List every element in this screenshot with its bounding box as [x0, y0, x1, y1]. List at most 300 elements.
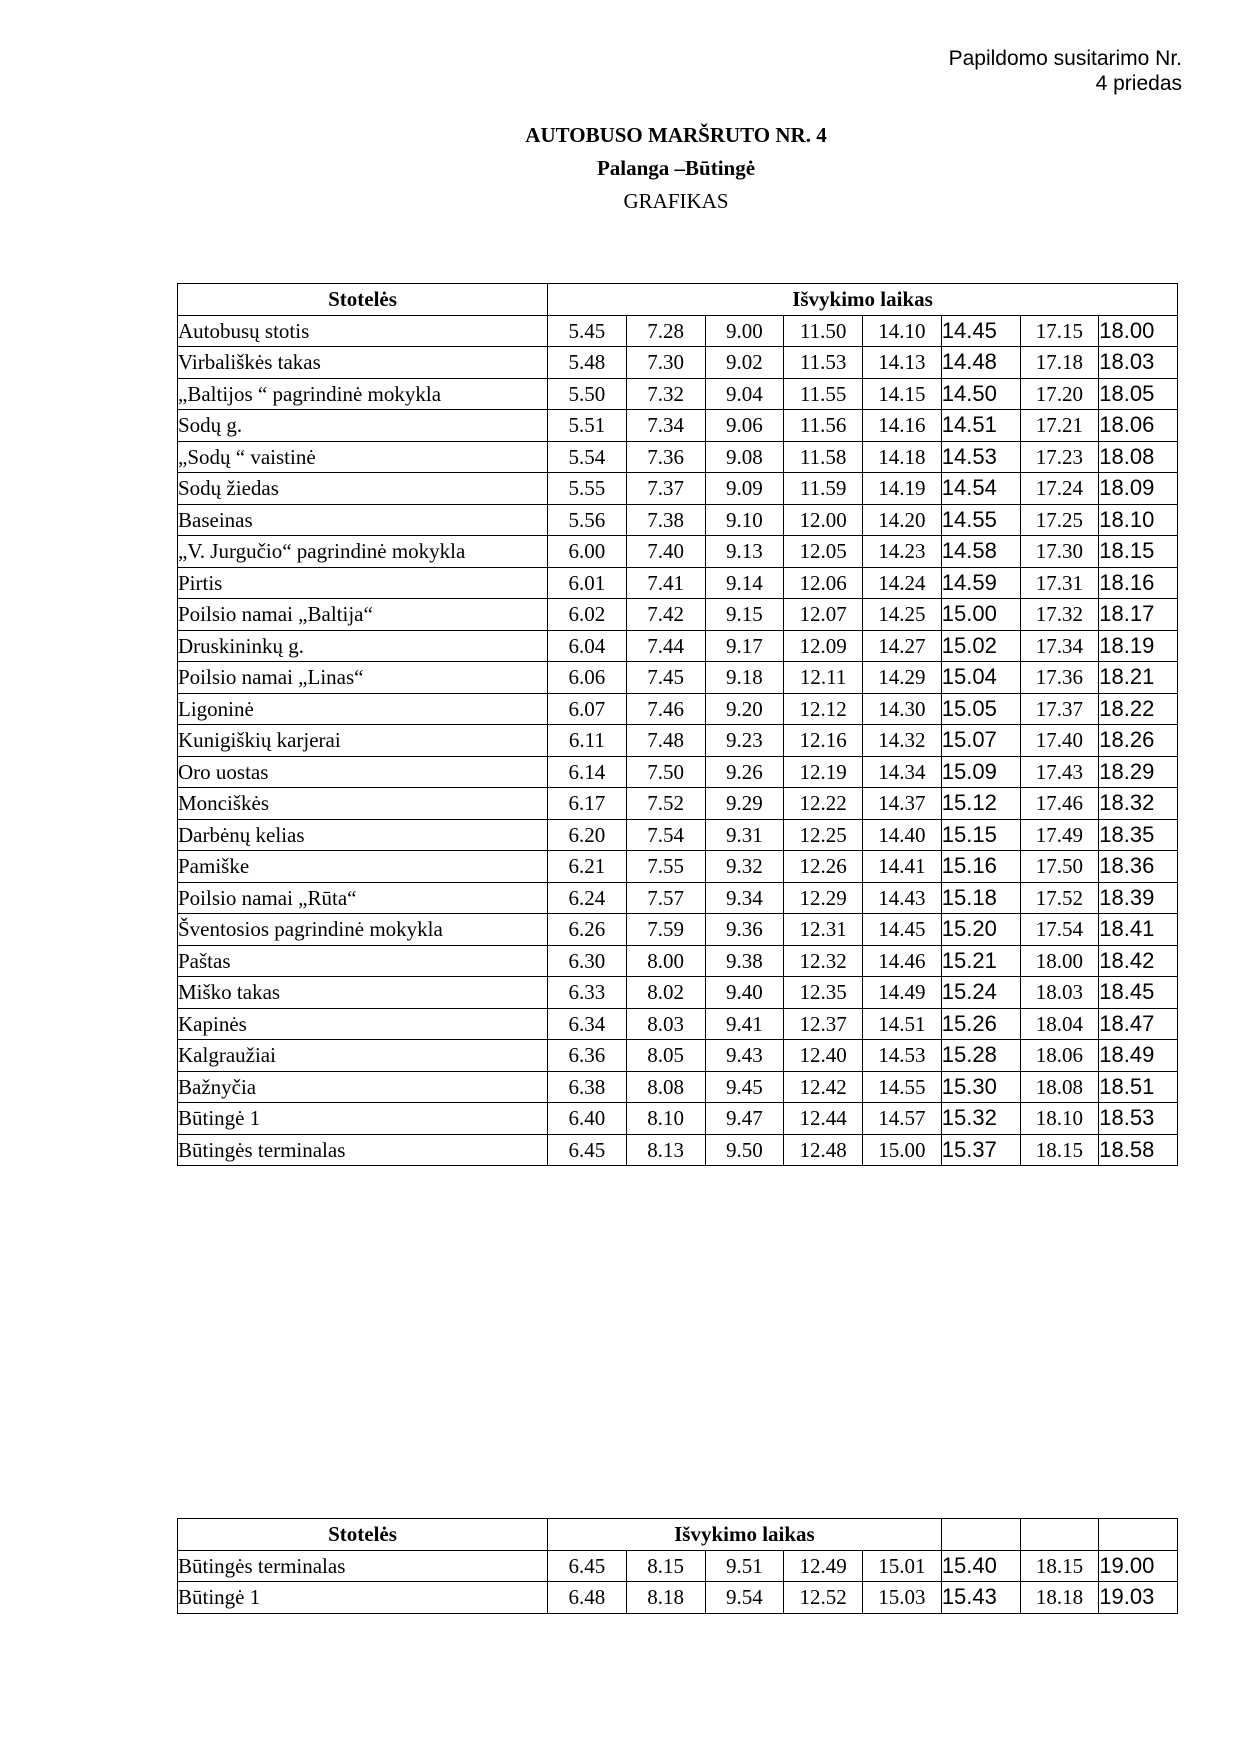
- departure-time: 14.18: [863, 441, 942, 473]
- departure-time: 14.32: [863, 725, 942, 757]
- departure-time: 6.11: [548, 725, 627, 757]
- departure-time: 18.39: [1099, 882, 1178, 914]
- departure-time: 15.00: [863, 1134, 942, 1166]
- stop-name: Poilsio namai „Linas“: [178, 662, 548, 694]
- departure-time: 15.18: [941, 882, 1020, 914]
- departure-time: 12.06: [784, 567, 863, 599]
- stop-name: Būtingės terminalas: [178, 1550, 548, 1582]
- departure-time: 18.16: [1099, 567, 1178, 599]
- annex-line-2: 4 priedas: [1095, 72, 1182, 95]
- departure-time: 11.53: [784, 347, 863, 379]
- departure-time: 14.41: [863, 851, 942, 883]
- departure-time: 8.15: [626, 1550, 705, 1582]
- departure-time: 18.15: [1099, 536, 1178, 568]
- stop-name: Bažnyčia: [178, 1071, 548, 1103]
- departure-time: 18.03: [1020, 977, 1099, 1009]
- stop-name: Oro uostas: [178, 756, 548, 788]
- departure-time: 11.55: [784, 378, 863, 410]
- departure-time: 7.42: [626, 599, 705, 631]
- departure-time: 14.34: [863, 756, 942, 788]
- departure-time: 9.23: [705, 725, 784, 757]
- table-row: [178, 315, 1178, 347]
- departure-time: 17.34: [1020, 630, 1099, 662]
- departure-time: 14.45: [941, 315, 1020, 347]
- stop-name: Kalgraužiai: [178, 1040, 548, 1072]
- departure-time: 15.24: [941, 977, 1020, 1009]
- stop-name: Paštas: [178, 945, 548, 977]
- table-row: [178, 945, 1178, 977]
- route-title: AUTOBUSO MARŠRUTO NR. 4: [525, 123, 827, 147]
- departure-time: 18.10: [1020, 1103, 1099, 1135]
- departure-time: 15.04: [941, 662, 1020, 694]
- departure-time: 9.43: [705, 1040, 784, 1072]
- departure-time: 9.47: [705, 1103, 784, 1135]
- stop-name: Autobusų stotis: [178, 315, 548, 347]
- table-row: [178, 473, 1178, 505]
- departure-time: 18.08: [1099, 441, 1178, 473]
- departure-time: 7.45: [626, 662, 705, 694]
- stop-name: Ligoninė: [178, 693, 548, 725]
- departure-time: 14.51: [863, 1008, 942, 1040]
- table-row: [178, 1550, 1178, 1582]
- departure-time: 17.20: [1020, 378, 1099, 410]
- departure-time: 17.50: [1020, 851, 1099, 883]
- departure-time: 7.37: [626, 473, 705, 505]
- departure-time: 15.12: [941, 788, 1020, 820]
- departure-time: 18.04: [1020, 1008, 1099, 1040]
- departure-time: 6.24: [548, 882, 627, 914]
- departure-time: 7.28: [626, 315, 705, 347]
- table-row: [178, 347, 1178, 379]
- departure-time: 12.25: [784, 819, 863, 851]
- departure-time: 9.02: [705, 347, 784, 379]
- departure-time: 9.36: [705, 914, 784, 946]
- departure-time: 6.17: [548, 788, 627, 820]
- stop-name: Poilsio namai „Rūta“: [178, 882, 548, 914]
- departure-time: 6.21: [548, 851, 627, 883]
- table-row: [178, 882, 1178, 914]
- departure-time: 9.06: [705, 410, 784, 442]
- stop-name: Kapinės: [178, 1008, 548, 1040]
- departure-time: 7.32: [626, 378, 705, 410]
- table-row: [178, 1582, 1178, 1614]
- departure-time: 9.45: [705, 1071, 784, 1103]
- departure-time: 14.10: [863, 315, 942, 347]
- departure-time: 14.57: [863, 1103, 942, 1135]
- departure-time: 9.20: [705, 693, 784, 725]
- departure-time: 18.00: [1099, 315, 1178, 347]
- departure-time: 7.30: [626, 347, 705, 379]
- table-row: [178, 1071, 1178, 1103]
- departure-time: 14.27: [863, 630, 942, 662]
- departure-time: 6.06: [548, 662, 627, 694]
- departure-time: 17.37: [1020, 693, 1099, 725]
- departure-time: 14.53: [941, 441, 1020, 473]
- departure-time: 9.38: [705, 945, 784, 977]
- departure-time: 7.55: [626, 851, 705, 883]
- departure-time: 15.03: [863, 1582, 942, 1614]
- departure-time: 15.15: [941, 819, 1020, 851]
- table-row: [178, 914, 1178, 946]
- table-row: [178, 410, 1178, 442]
- departure-time: 6.45: [548, 1134, 627, 1166]
- departure-time: 6.33: [548, 977, 627, 1009]
- departure-time: 9.40: [705, 977, 784, 1009]
- departure-time: 12.35: [784, 977, 863, 1009]
- stop-name: Pirtis: [178, 567, 548, 599]
- departure-time: 18.22: [1099, 693, 1178, 725]
- stop-name: „V. Jurgučio“ pagrindinė mokykla: [178, 536, 548, 568]
- departure-time: 15.01: [863, 1550, 942, 1582]
- departure-time: 17.25: [1020, 504, 1099, 536]
- departure-time: 17.31: [1020, 567, 1099, 599]
- departure-time: 9.00: [705, 315, 784, 347]
- table-row: [178, 1134, 1178, 1166]
- departure-time: 6.01: [548, 567, 627, 599]
- departure-time: 14.53: [863, 1040, 942, 1072]
- departure-time: 5.55: [548, 473, 627, 505]
- departure-time: 7.41: [626, 567, 705, 599]
- departure-time: 14.45: [863, 914, 942, 946]
- departure-time: 9.18: [705, 662, 784, 694]
- departure-time: 14.40: [863, 819, 942, 851]
- departure-time: 18.58: [1099, 1134, 1178, 1166]
- departure-time: 6.20: [548, 819, 627, 851]
- departure-time: 18.17: [1099, 599, 1178, 631]
- departure-time: 18.36: [1099, 851, 1178, 883]
- departure-time: 9.32: [705, 851, 784, 883]
- departure-time: 12.44: [784, 1103, 863, 1135]
- departure-time: 17.30: [1020, 536, 1099, 568]
- departure-time: 18.19: [1099, 630, 1178, 662]
- table-row: [178, 819, 1178, 851]
- stop-name: Būtingė 1: [178, 1582, 548, 1614]
- header-stops: Stotelės: [178, 284, 548, 316]
- departure-time: 12.49: [784, 1550, 863, 1582]
- departure-time: 14.59: [941, 567, 1020, 599]
- departure-time: 11.56: [784, 410, 863, 442]
- departure-time: 14.29: [863, 662, 942, 694]
- header-empty-cell: [1020, 1519, 1099, 1551]
- departure-time: 6.14: [548, 756, 627, 788]
- departure-time: 12.29: [784, 882, 863, 914]
- departure-time: 15.09: [941, 756, 1020, 788]
- departure-time: 9.10: [705, 504, 784, 536]
- departure-time: 14.43: [863, 882, 942, 914]
- stop-name: Būtingės terminalas: [178, 1134, 548, 1166]
- table-row: [178, 1040, 1178, 1072]
- departure-time: 8.05: [626, 1040, 705, 1072]
- departure-time: 18.15: [1020, 1550, 1099, 1582]
- departure-time: 9.13: [705, 536, 784, 568]
- table-header-row: [178, 284, 1178, 316]
- departure-time: 12.05: [784, 536, 863, 568]
- departure-time: 15.07: [941, 725, 1020, 757]
- table-row: [178, 693, 1178, 725]
- table-row: [178, 630, 1178, 662]
- stop-name: Virbališkės takas: [178, 347, 548, 379]
- departure-time: 8.00: [626, 945, 705, 977]
- table-row: [178, 851, 1178, 883]
- departure-time: 12.07: [784, 599, 863, 631]
- departure-time: 9.04: [705, 378, 784, 410]
- departure-time: 15.02: [941, 630, 1020, 662]
- table-row: [178, 378, 1178, 410]
- table-row: [178, 756, 1178, 788]
- table-row: [178, 662, 1178, 694]
- departure-time: 15.20: [941, 914, 1020, 946]
- departure-time: 18.49: [1099, 1040, 1178, 1072]
- departure-time: 8.02: [626, 977, 705, 1009]
- departure-time: 9.31: [705, 819, 784, 851]
- departure-time: 5.45: [548, 315, 627, 347]
- table-row: [178, 504, 1178, 536]
- departure-time: 15.05: [941, 693, 1020, 725]
- departure-time: 12.26: [784, 851, 863, 883]
- departure-time: 6.04: [548, 630, 627, 662]
- annex-line-1: Papildomo susitarimo Nr.: [948, 47, 1182, 70]
- stop-name: Baseinas: [178, 504, 548, 536]
- table-row: [178, 788, 1178, 820]
- departure-time: 14.25: [863, 599, 942, 631]
- departure-time: 14.51: [941, 410, 1020, 442]
- departure-time: 9.50: [705, 1134, 784, 1166]
- header-empty-cell: [941, 1519, 1020, 1551]
- departure-time: 15.43: [941, 1582, 1020, 1614]
- departure-time: 18.00: [1020, 945, 1099, 977]
- header-departure-times: Išvykimo laikas: [548, 1519, 942, 1551]
- departure-time: 7.48: [626, 725, 705, 757]
- departure-time: 14.50: [941, 378, 1020, 410]
- departure-time: 14.30: [863, 693, 942, 725]
- departure-time: 8.18: [626, 1582, 705, 1614]
- annex-label: [949, 46, 1182, 96]
- departure-time: 6.36: [548, 1040, 627, 1072]
- departure-time: 7.44: [626, 630, 705, 662]
- departure-time: 12.31: [784, 914, 863, 946]
- departure-time: 15.16: [941, 851, 1020, 883]
- departure-time: 9.54: [705, 1582, 784, 1614]
- departure-time: 5.56: [548, 504, 627, 536]
- departure-time: 9.15: [705, 599, 784, 631]
- departure-time: 9.29: [705, 788, 784, 820]
- departure-time: 18.29: [1099, 756, 1178, 788]
- departure-time: 14.15: [863, 378, 942, 410]
- departure-time: 8.13: [626, 1134, 705, 1166]
- stop-name: Kunigiškių karjerai: [178, 725, 548, 757]
- departure-time: 18.41: [1099, 914, 1178, 946]
- departure-time: 17.23: [1020, 441, 1099, 473]
- departure-time: 18.08: [1020, 1071, 1099, 1103]
- departure-time: 14.48: [941, 347, 1020, 379]
- departure-time: 14.54: [941, 473, 1020, 505]
- departure-time: 15.40: [941, 1550, 1020, 1582]
- departure-time: 12.32: [784, 945, 863, 977]
- departure-time: 18.10: [1099, 504, 1178, 536]
- table-row: [178, 1008, 1178, 1040]
- departure-time: 9.26: [705, 756, 784, 788]
- departure-time: 6.02: [548, 599, 627, 631]
- departure-time: 14.13: [863, 347, 942, 379]
- departure-time: 8.10: [626, 1103, 705, 1135]
- departure-time: 7.34: [626, 410, 705, 442]
- departure-time: 14.55: [941, 504, 1020, 536]
- departure-time: 9.51: [705, 1550, 784, 1582]
- departure-time: 12.16: [784, 725, 863, 757]
- departure-time: 18.18: [1020, 1582, 1099, 1614]
- departure-time: 15.30: [941, 1071, 1020, 1103]
- departure-time: 5.51: [548, 410, 627, 442]
- departure-time: 11.58: [784, 441, 863, 473]
- departure-time: 17.54: [1020, 914, 1099, 946]
- departure-time: 18.35: [1099, 819, 1178, 851]
- departure-time: 12.00: [784, 504, 863, 536]
- departure-time: 18.45: [1099, 977, 1178, 1009]
- stop-name: Šventosios pagrindinė mokykla: [178, 914, 548, 946]
- departure-time: 14.49: [863, 977, 942, 1009]
- departure-time: 18.06: [1099, 410, 1178, 442]
- departure-time: 14.46: [863, 945, 942, 977]
- departure-time: 18.26: [1099, 725, 1178, 757]
- departure-time: 12.22: [784, 788, 863, 820]
- departure-time: 9.17: [705, 630, 784, 662]
- departure-time: 12.48: [784, 1134, 863, 1166]
- departure-time: 9.41: [705, 1008, 784, 1040]
- table-row: [178, 599, 1178, 631]
- departure-time: 6.45: [548, 1550, 627, 1582]
- departure-time: 14.24: [863, 567, 942, 599]
- departure-time: 12.52: [784, 1582, 863, 1614]
- departure-time: 12.40: [784, 1040, 863, 1072]
- departure-time: 14.23: [863, 536, 942, 568]
- departure-time: 6.30: [548, 945, 627, 977]
- departure-time: 14.55: [863, 1071, 942, 1103]
- departure-time: 7.40: [626, 536, 705, 568]
- departure-time: 6.07: [548, 693, 627, 725]
- stop-name: Būtingė 1: [178, 1103, 548, 1135]
- stop-name: Poilsio namai „Baltija“: [178, 599, 548, 631]
- departure-time: 14.58: [941, 536, 1020, 568]
- departure-time: 6.26: [548, 914, 627, 946]
- route-direction: Palanga –Būtingė: [596, 156, 756, 180]
- departure-time: 17.21: [1020, 410, 1099, 442]
- departure-time: 9.09: [705, 473, 784, 505]
- stop-name: Sodų g.: [178, 410, 548, 442]
- departure-time: 18.47: [1099, 1008, 1178, 1040]
- departure-time: 17.18: [1020, 347, 1099, 379]
- departure-time: 14.19: [863, 473, 942, 505]
- departure-time: 6.34: [548, 1008, 627, 1040]
- stop-name: „Baltijos “ pagrindinė mokykla: [178, 378, 548, 410]
- departure-time: 6.00: [548, 536, 627, 568]
- departure-time: 17.49: [1020, 819, 1099, 851]
- departure-time: 11.59: [784, 473, 863, 505]
- departure-time: 15.37: [941, 1134, 1020, 1166]
- departure-time: 11.50: [784, 315, 863, 347]
- departure-time: 15.00: [941, 599, 1020, 631]
- departure-time: 7.52: [626, 788, 705, 820]
- departure-time: 18.03: [1099, 347, 1178, 379]
- table-row: [178, 1103, 1178, 1135]
- stop-name: Druskininkų g.: [178, 630, 548, 662]
- table-row: [178, 441, 1178, 473]
- departure-time: 18.15: [1020, 1134, 1099, 1166]
- departure-time: 15.32: [941, 1103, 1020, 1135]
- departure-time: 7.57: [626, 882, 705, 914]
- departure-time: 18.09: [1099, 473, 1178, 505]
- departure-time: 17.36: [1020, 662, 1099, 694]
- header-departure-times: Išvykimo laikas: [548, 284, 1178, 316]
- departure-time: 15.21: [941, 945, 1020, 977]
- table-row: [178, 977, 1178, 1009]
- departure-time: 18.21: [1099, 662, 1178, 694]
- departure-time: 18.51: [1099, 1071, 1178, 1103]
- departure-time: 17.43: [1020, 756, 1099, 788]
- stop-name: Pamiške: [178, 851, 548, 883]
- departure-time: 14.20: [863, 504, 942, 536]
- departure-time: 8.03: [626, 1008, 705, 1040]
- departure-time: 7.46: [626, 693, 705, 725]
- departure-time: 17.15: [1020, 315, 1099, 347]
- departure-time: 7.36: [626, 441, 705, 473]
- stop-name: Miško takas: [178, 977, 548, 1009]
- document-title: [0, 119, 1241, 218]
- departure-time: 15.28: [941, 1040, 1020, 1072]
- departure-time: 14.16: [863, 410, 942, 442]
- table-row: [178, 567, 1178, 599]
- departure-time: 12.12: [784, 693, 863, 725]
- departure-time: 18.32: [1099, 788, 1178, 820]
- departure-time: 18.42: [1099, 945, 1178, 977]
- departure-time: 12.19: [784, 756, 863, 788]
- departure-time: 17.24: [1020, 473, 1099, 505]
- departure-time: 15.26: [941, 1008, 1020, 1040]
- departure-time: 7.38: [626, 504, 705, 536]
- departure-time: 17.32: [1020, 599, 1099, 631]
- stop-name: Monciškės: [178, 788, 548, 820]
- departure-time: 18.05: [1099, 378, 1178, 410]
- stop-name: „Sodų “ vaistinė: [178, 441, 548, 473]
- departure-time: 17.52: [1020, 882, 1099, 914]
- departure-time: 9.14: [705, 567, 784, 599]
- departure-time: 19.00: [1099, 1550, 1178, 1582]
- departure-time: 12.11: [784, 662, 863, 694]
- departure-time: 6.48: [548, 1582, 627, 1614]
- departure-time: 12.37: [784, 1008, 863, 1040]
- departure-time: 8.08: [626, 1071, 705, 1103]
- departure-time: 5.50: [548, 378, 627, 410]
- departure-time: 18.06: [1020, 1040, 1099, 1072]
- departure-time: 7.50: [626, 756, 705, 788]
- departure-time: 5.48: [548, 347, 627, 379]
- stop-name: Sodų žiedas: [178, 473, 548, 505]
- schedule-table-return: [177, 1518, 1178, 1614]
- table-header-row: [178, 1519, 1178, 1551]
- departure-time: 17.40: [1020, 725, 1099, 757]
- header-stops: Stotelės: [178, 1519, 548, 1551]
- departure-time: 14.37: [863, 788, 942, 820]
- departure-time: 9.08: [705, 441, 784, 473]
- departure-time: 12.42: [784, 1071, 863, 1103]
- table-row: [178, 536, 1178, 568]
- departure-time: 19.03: [1099, 1582, 1178, 1614]
- departure-time: 6.38: [548, 1071, 627, 1103]
- departure-time: 7.59: [626, 914, 705, 946]
- stop-name: Darbėnų kelias: [178, 819, 548, 851]
- schedule-table-outbound: [177, 283, 1178, 1166]
- departure-time: 6.40: [548, 1103, 627, 1135]
- header-empty-cell: [1099, 1519, 1178, 1551]
